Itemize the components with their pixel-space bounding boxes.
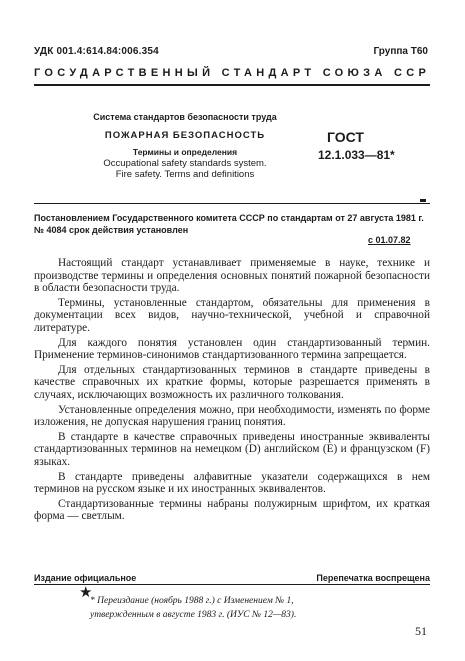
paragraph-1: Настоящий стандарт устанавливает применяемые в науке, технике и производстве термины и определения основных понятий пожарной безопасности в области безопасности труда.	[34, 257, 430, 295]
gost-number: 12.1.033—81*	[318, 148, 395, 162]
official-edition-label: Издание официальное	[34, 573, 137, 583]
document-title: ПОЖАРНАЯ БЕЗОПАСНОСТЬ	[104, 130, 266, 141]
paragraph-3: Для каждого понятия установлен один стандартизованный термин. Применение терминов-синонимов стандартизованного термина запрещается.	[34, 336, 430, 362]
rule-mark	[420, 199, 426, 202]
reissue-note-line-1: * Переиздание (ноябрь 1988 г.) с Изменением № 1,	[90, 596, 294, 606]
decree-text: Постановлением Государственного комитета СССР по стандартам от 27 августа 1981 г. № 4084 срок действия установлен	[34, 213, 424, 235]
page-number: 51	[415, 624, 427, 638]
paragraph-8: Стандартизованные термины набраны полужирным шрифтом, их краткая форма — светлым.	[34, 497, 430, 523]
reissue-note	[90, 594, 430, 622]
reprint-prohibited-label: Перепечатка воспрещена	[316, 573, 430, 583]
state-standard-heading: ГОСУДАРСТВЕННЫЙ СТАНДАРТ СОЮЗА ССР	[34, 67, 431, 79]
star-icon: ★	[79, 585, 93, 601]
group-code: Группа Т60	[373, 46, 428, 57]
header-rule	[34, 84, 430, 86]
udk-code: УДК 001.4:614.84:006.354	[34, 46, 159, 57]
paragraph-4: Для отдельных стандартизованных терминов в стандарте приведены в качестве справочных их краткие формы, которые разрешается применять в случаях, исключающих возможность их различного толкования.	[34, 363, 430, 401]
footer-rule	[34, 584, 430, 585]
paragraph-5: Установленные определения можно, при необходимости, изменять по форме изложения, не допуская нарушения границ понятия.	[34, 403, 430, 429]
title-rule	[34, 203, 430, 204]
paragraph-7: В стандарте приведены алфавитные указатели содержащихся в нем терминов на русском языке и их иностранных эквивалентов.	[34, 470, 430, 496]
document-subtitle: Термины и определения	[132, 147, 238, 157]
paragraph-2: Термины, установленные стандартом, обязательны для применения в документации всех видов, научно-технической, учебной и справочной литературе.	[34, 296, 430, 334]
english-title-line-2: Fire safety. Terms and definitions	[115, 169, 255, 180]
gost-label: ГОСТ	[327, 129, 364, 145]
system-title: Система стандартов безопасности труда	[93, 112, 277, 122]
effective-date: с 01.07.82	[368, 235, 411, 245]
body-text	[34, 257, 430, 525]
english-title-line-1: Occupational safety standards system.	[103, 158, 267, 169]
reissue-note-line-2: утвержденным в августе 1983 г. (ИУС № 12—83).	[90, 610, 297, 620]
paragraph-6: В стандарте в качестве справочных приведены иностранные эквиваленты стандартизованных терминов на немецком (D) английском (E) и французском (F) языках.	[34, 430, 430, 468]
